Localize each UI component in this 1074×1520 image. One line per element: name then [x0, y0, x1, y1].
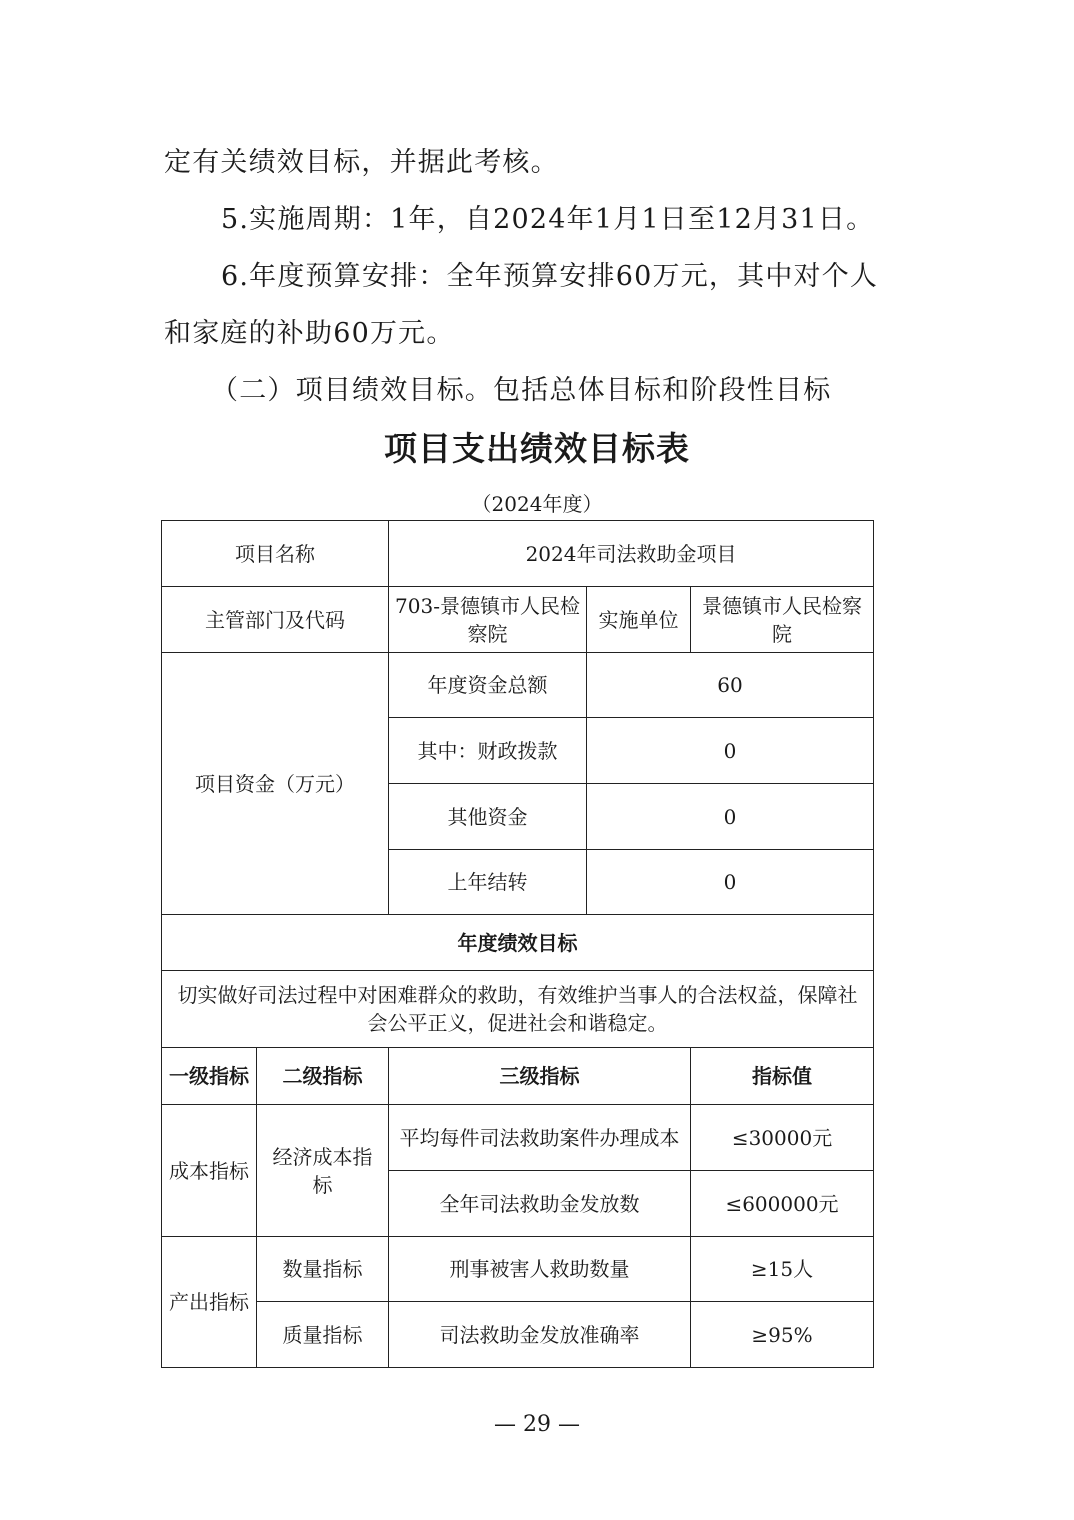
dept-label: 主管部门及代码 [162, 587, 389, 653]
header-level2: 二级指标 [257, 1048, 389, 1105]
table-title: 项目支出绩效目标表 [384, 429, 690, 468]
funds-item-value: 60 [587, 653, 874, 718]
funds-item-label: 上年结转 [389, 850, 587, 915]
annual-goal-label: 年度绩效目标 [162, 915, 874, 971]
header-level1: 一级指标 [162, 1048, 257, 1105]
table-row [162, 915, 874, 971]
funds-item-value: 0 [587, 718, 874, 784]
page-number: — 29 — [494, 1412, 580, 1437]
table-subtitle: （2024年度） [471, 492, 603, 516]
header-level3: 三级指标 [389, 1048, 691, 1105]
indicator-level3: 刑事被害人救助数量 [389, 1237, 691, 1302]
body-paragraph-line: 定有关绩效目标，并据此考核。 [164, 147, 559, 178]
indicator-level3: 司法救助金发放准确率 [389, 1302, 691, 1368]
impl-unit-label: 实施单位 [587, 587, 691, 653]
indicator-value: ≥15人 [691, 1237, 874, 1302]
indicator-level2: 质量指标 [257, 1302, 389, 1368]
funds-item-label: 其中：财政拨款 [389, 718, 587, 784]
table-header-row [162, 1048, 874, 1105]
indicator-value: ≥95% [691, 1302, 874, 1368]
funds-item-label: 年度资金总额 [389, 653, 587, 718]
table-row [162, 1105, 874, 1171]
header-value: 指标值 [691, 1048, 874, 1105]
cost-level1: 成本指标 [162, 1105, 257, 1237]
project-name-label: 项目名称 [162, 521, 389, 587]
funds-item-value: 0 [587, 784, 874, 850]
table-row [162, 653, 874, 718]
indicator-value: ≤600000元 [691, 1171, 874, 1237]
annual-goal-text: 切实做好司法过程中对困难群众的救助，有效维护当事人的合法权益，保障社会公平正义，促进社会和谐稳定。 [162, 971, 874, 1048]
performance-target-table [161, 520, 874, 1368]
funds-item-label: 其他资金 [389, 784, 587, 850]
funds-item-value: 0 [587, 850, 874, 915]
table-row [162, 1302, 874, 1368]
section-heading: （二）项目绩效目标。包括总体目标和阶段性目标 [211, 375, 832, 406]
table-row [162, 587, 874, 653]
cost-level2: 经济成本指标 [257, 1105, 389, 1237]
table-row [162, 1237, 874, 1302]
table-row [162, 521, 874, 587]
body-paragraph-line: 和家庭的补助60万元。 [164, 318, 455, 349]
indicator-level3: 全年司法救助金发放数 [389, 1171, 691, 1237]
body-paragraph-line: 5.实施周期：1年，自2024年1月1日至12月31日。 [221, 204, 875, 235]
indicator-level2: 数量指标 [257, 1237, 389, 1302]
output-level1: 产出指标 [162, 1237, 257, 1368]
body-paragraph-line: 6.年度预算安排：全年预算安排60万元，其中对个人 [221, 261, 879, 292]
impl-unit-value: 景德镇市人民检察院 [691, 587, 874, 653]
funds-label: 项目资金（万元） [162, 653, 389, 915]
table-row [162, 971, 874, 1048]
indicator-value: ≤30000元 [691, 1105, 874, 1171]
dept-value: 703-景德镇市人民检察院 [389, 587, 587, 653]
indicator-level3: 平均每件司法救助案件办理成本 [389, 1105, 691, 1171]
project-name-value: 2024年司法救助金项目 [389, 521, 874, 587]
